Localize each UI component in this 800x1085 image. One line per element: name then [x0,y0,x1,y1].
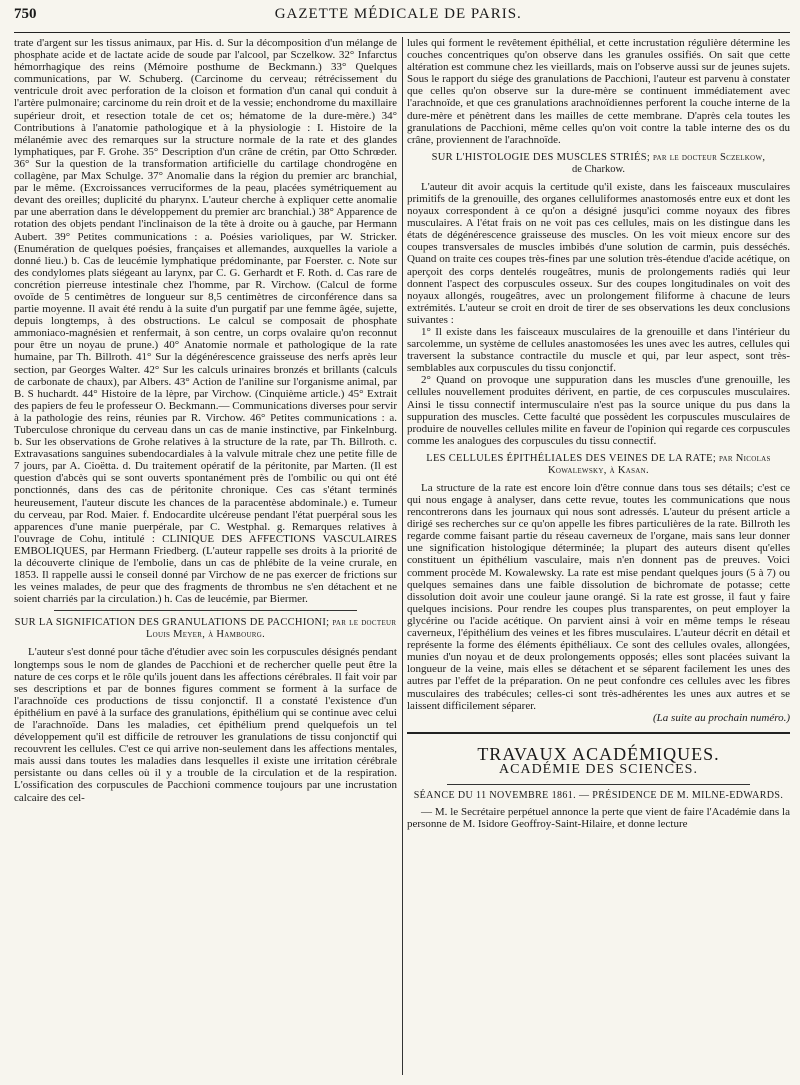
article-paragraph: L'auteur dit avoir acquis la certitude qu'il existe, dans les faisceaux musculaires primitifs de la grenouille, des organes celluliformes anastomosés entre eux et dont les noyaux correspondent à ce qu'on a désigné jusqu'ici comme noyaux des fibres musculaires. A l'état frais on ne voit pas ces cellules, mais on les distingue dans les états de dégénérescence graisseuse des muscles. On les voit mieux encore sur des coupes transversales de muscles imbibés d'une solution de carmin, puis desséchés. Quand on traite ces coupes très-fines par une solution très-étendue d'acide acétique, on aperçoit des corps dentelés rougeâtres, munis de prolongements radiés qui leur donnent l'aspect des corpuscules osseux. Sur des coupes longitudinales on voit des noyaux allongés, rougeâtres, avec un prolongement filiforme à chacune de leurs extrémités. L'auteur se croit en droit de tirer de ses observations les deux conclusions suivantes : [407,180,790,326]
seance-line: SÉANCE DU 11 NOVEMBRE 1861. — PRÉSIDENCE DE M. MILNE-EDWARDS. [413,789,784,801]
section-heading-muscles [407,152,790,176]
page-number: 750 [14,6,37,22]
page-header [14,6,790,33]
article-paragraph: 1° Il existe dans les faisceaux musculaires de la grenouille et dans l'intérieur du sarcolemme, un système de cellules anastomosées les unes avec les autres, cellules qui traversent la substance contractile du muscle et qui, par leur aspect, sont très-semblables aux corpuscules du tissu conjonctif. [407,325,790,375]
article-paragraph: — M. le Secrétaire perpétuel annonce la perte que vient de faire l'Académie dans la personne de M. Isidore Geoffroy-Saint-Hilaire, et donne lecture [407,806,790,831]
section-title: LES CELLULES ÉPITHÉLIALES DES VEINES DE LA RATE; par Nicolas [426,452,771,464]
left-column [14,37,397,1075]
section-author: Louis Meyer, à Hambourg. [145,629,266,641]
article-paragraph: lules qui forment le revêtement épithélial, et cette incrustation régulière détermine les couches concentriques qu'on observe dans les granules ossifiés. On sait que cette altération est commune chez les vieillards, mais on l'observe aussi sur de jeunes sujets. Sous le rapport du siége des granulations de Pacchioni, l'auteur est parvenu à constater que celles qu'on observe sur la dure-mère se continuent immédiatement avec l'arachnoïde, et que ces granulations arachnoïdiennes perforent la couche interne de la dure-mère et pénètrent dans les mailles de cette membrane. D'après cela toutes les granulations de Pacchioni, même celles qu'on voit contre la table interne des os du crâne, proviennent de l'arachnoïde. [407,37,790,146]
section-heading-pacchioni [14,617,397,641]
section-title: SUR LA SIGNIFICATION DES GRANULATIONS DE PACCHIONI; par le docteur [14,617,397,629]
review-continuation: trate d'argent sur les tissus animaux, par His. d. Sur la décomposition d'un mélange de phosphate acide et de lactate acide de soude par l'alcool, par Sczelkow. 32° Infarctus hémorrhagique des reins (Mémoire posthume de Beckmann.) 33° Quelques communications, par W. Schuberg. (Carcinome du cerveau; rétrécissement du ventricule droit avec perforation de la cloison et formation d'un canal qui conduit à l'artère pulmonaire; carcinome du rein droit et de la vessie; enchondrome du maxillaire supérieur droit, et resection totale de cet os; hématome de la dure-mère.) 34° Contributions à l'anatomie pathologique et à la physiologie : I. Histoire de la mélanémie avec des remarques sur la structure normale de la rate et des glandes lymphatiques, par F. Grohe. 35° Description d'un crâne de crétin, par Otto Schrœder. 36° Sur la question de la transformation artificielle du cartilage chondrogène en collagène, par Max Schulge. 37° Anomalie dans la région du premier arc branchial, par le même. (Excroissances verruciformes de la peau, placées symétriquement au devant des oreilles; duplicité du pharynx. L'auteur cherche à expliquer cette anomalie par une aberration dans le développement du premier arc branchial.) 38° Apparence de rotation des objets pendant l'inclinaison de la tête à droite ou à gauche, par Hermann Aubert. 39° Petites communications : a. Poésies varioliques, par W. Stricker. (Enumération de quelques poésies, françaises et allemandes, auxquelles la variole a donné lieu.) b. Cas de leucémie lymphatique prédominante, par Foerster. c. Note sur des condylomes plats siégeant au larynx, par C. G. Gerhardt et F. Roth. d. Cas rare de concrétion pierreuse intestinale chez l'homme, par R. Virchow. (Calcul de forme ovoïde de 5 centimètres de longueur sur 8,5 centimètres de circonférence dans sa partie moyenne. Il avait été rendu à la suite d'un purgatif par une femme âgée, sujette, depuis longtemps, à des obstructions. Le calcul se composait de phosphate ammoniaco-magnésien et renfermait, à son centre, un corps ovalaire qu'on reconnut pour être un noyau de prune.) 40° Anatomie normale et pathologique de la rate humaine, par Th. Billroth. 41° Sur la dégénérescence graisseuse des nerfs après leur section, par Georges Walter. 42° Sur les calculs urinaires bronzés et brillants (calculs de carbonate de chaux), par Albers. 43° Action de l'aniline sur l'organisme animal, par B. S huchardt. 44° Histoire de la lèpre, par Virchow. (Cinquième article.) 45° Extrait des papiers de feu le professeur O. Beckmann.— Communications diverses pour servir à la pathologie des reins, réunies par R. Virchow. 46° Petites communications : a. Tuberculose chronique du cerveau dans un cas de manie instinctive, par Finkelnburg. b. Sur les observations de Grohe relatives à la structure de la rate, par Th. Billroth. c. Extravasations sanguines subendocardiales à la valvule mitrale chez une petite fille de 7 jours, par A. Cioëtta. d. Du traitement opératif de la péritonite, par Marten. (Il est question d'abcès qui se sont ouverts spontanément près de l'ombilic ou qui ont été ponctionnés, dans des cas de péritonite chronique. Ces cas s'étant terminés heureusement, l'auteur discute les chances de la paracentèse abdominale.) e. Tumeur du cerveau, par Rod. Maier. f. Endocardite ulcéreuse pendant l'état puerpéral sous les apparences d'une manie puerpérale, par C. Westphal. g. Remarques relatives à l'ouvrage de Cohu, intitulé : CLINIQUE DES AFFECTIONS VASCULAIRES EMBOLIQUES, par Hermann Friedberg. (L'auteur rappelle ses droits à la priorité de la découverte clinique de l'embolie, dans un cas de phlébite de la veine crurale, en 1853. Il rappelle aussi le conseil donné par Virchow de ne pas exercer de frictions sur les veines malades, de peur que des fragments de thrombus ne s'en détachent et ne soient charriés par la circulation.) h. Cas de leucémie, par Biermer. [14,37,397,606]
article-paragraph: La structure de la rate est encore loin d'être connue dans tous ses détails; c'est ce qui nous engage à analyser, dans cette revue, toutes les communications que nous rencontrerons dans les journaux qui nous sont adressés. L'auteur du présent article a dirigé ses recherches sur ce qu'on appelle les fibres particulières de la rate. Billroth les regarde comme faisant partie du réseau caverneux de l'organe, mais sans leur donner une signification histologique déterminée; la plupart des auteurs disent qu'elles constituent un épithélium vasculaire, mais n'en donnent pas de preuves. Voici comment procède M. Kowalewsky. La rate est mise pendant quelques jours (5 à 7) ou quelques semaines dans une faible dissolution de bichromate de potasse; cette dissolution doit avoir une couleur jaune orangé. Si la rate est grosse, il faut y faire quelques incisions. Pour rendre les coupes plus transparentes, on peut employer la glycérine ou l'acide acétique. On parvient ainsi à voir en même temps le réseau caverneux, l'épithélium des veines et les fibres musculaires. L'auteur décrit en détail et représente la forme des éléments épithéliaux. Ce sont des cellules ovales, allongées, munies d'un noyau et de deux prolongements opposés; elles sont placées suivant la longueur de la veine, mais elles se détachent et se séparent facilement les unes des autres par l'effet de la préparation. On ne peut confondre ces cellules avec les fibres musculaires des trabécules; celles-ci sont très-adhérentes les unes aux autres et se laissent difficilement séparer. [407,481,790,712]
academie-heading: ACADÉMIE DES SCIENCES. [499,761,698,777]
section-title: SUR L'HISTOLOGIE DES MUSCLES STRIÉS; par le docteur Sczelkow, [431,151,766,163]
travaux-heading: TRAVAUX ACADÉMIQUES. [477,743,720,764]
journal-title: GAZETTE MÉDICALE DE PARIS. [274,6,522,22]
section-divider [447,784,750,785]
article-paragraph: L'auteur s'est donné pour tâche d'étudier avec soin les corpuscules désignés pendant longtemps sous le nom de glandes de Pacchioni et de rechercher quelle peut être la nature de ces corps et le rôle qu'ils jouent dans les affections cérébrales. Il fait voir par ses descriptions et par de bonnes figures comment se forment à la surface de l'arachnoïde ces productions de tissu conjonctif. Il a constaté l'existence d'un épithélium en pavé à la surface des granulations, épithélium qui se continue avec celui de l'arachnoïde. Dans les maladies, cet épithélium prend quelquefois un tel développement qu'il est difficile de retrouver les granulations de tissu conjonctif qui recouvrent les cellules. C'est ce qui arrive non-seulement dans les affections mentales, mais aussi dans toutes les maladies dans lesquelles il existe une irritation cérébrale persistante ou dans celles où il y a trouble de la circulation et de la respiration. L'ossification des corpuscules de Pacchioni commence toujours par une incrustation calcaire des cel- [14,646,397,804]
columns [14,37,790,1075]
article-paragraph: 2° Quand on provoque une suppuration dans les muscles d'une grenouille, les cellules nouvellement produites dérivent, en partie, de ces corpuscules musculaires. Ainsi le tissu connectif intermusculaire n'est pas la source unique du pus dans la suppuration des muscles. Cette faculté que possèdent les corpuscules musculaires de produire de nouvelles cellules milite en faveur de l'opinion qui regarde ces corpuscules comme les analogues des corpuscules du tissu connectif. [407,374,790,447]
right-column [407,37,790,1075]
section-heading-rate [407,453,790,477]
section-author: Kowalewsky, à Kasan. [548,464,649,476]
section-rule [407,732,790,734]
section-divider [54,610,357,611]
continued-note: (La suite au prochain numéro.) [653,711,790,724]
section-author: de Charkow. [572,163,625,175]
column-rule [402,37,403,1075]
